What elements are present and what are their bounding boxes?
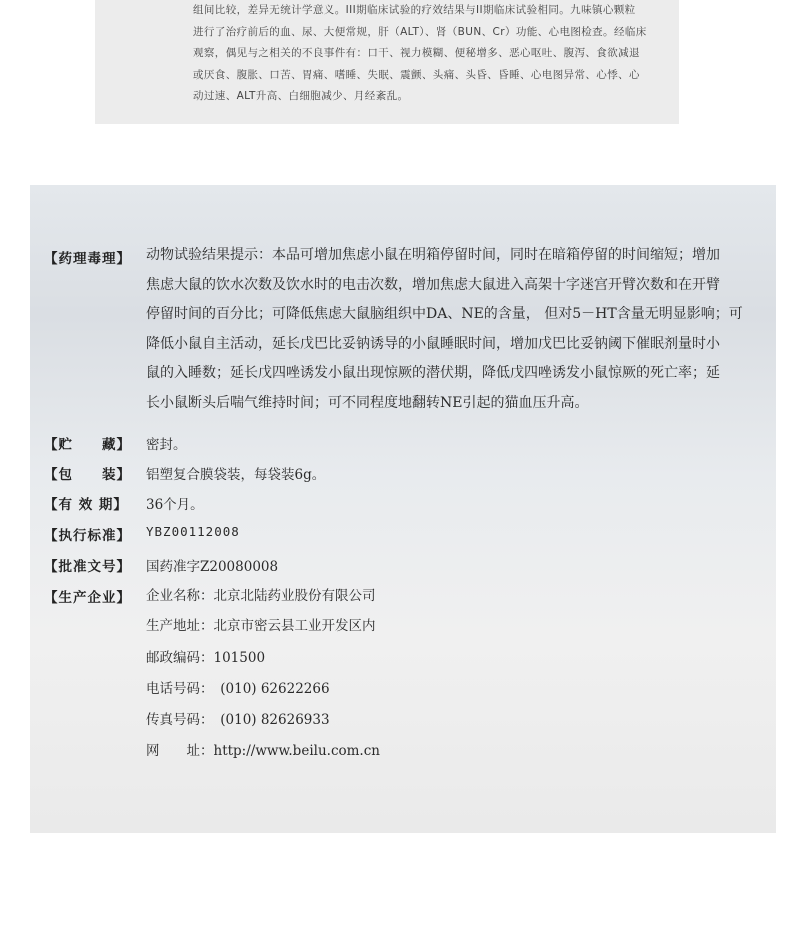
scanned-text-fragment [95, 0, 679, 124]
text-line: 组间比较，差异无统计学意义。III期临床试验的疗效结果与II期临床试验相同。九味镇心颗粒 [193, 4, 636, 16]
package-insert-scan [30, 185, 776, 833]
production-address: 生产地址：北京市密云县工业开发区内 [146, 618, 376, 634]
text-line: 停留时间的百分比；可降低焦虑大鼠脑组织中DA、NE的含量， 但对5－HT含量无明显影响；可 [146, 306, 743, 322]
postcode: 邮政编码：101500 [146, 650, 266, 666]
package-label: 【包 装】 [44, 467, 131, 483]
text-line: 动物试验结果提示：本品可增加焦虑小鼠在明箱停留时间，同时在暗箱停留的时间缩短；增加 [146, 247, 720, 263]
pharmacology-text [146, 241, 768, 418]
text-line: 观察，偶见与之相关的不良事件有：口干、视力模糊、便秘增多、恶心呕吐、腹泻、食欲减退 [193, 47, 640, 60]
text-line: 进行了治疗前后的血、尿、大便常规，肝（ALT）、肾（BUN、Cr）功能、心电图检查。经临床 [193, 25, 647, 38]
approval-value: 国药准字Z20080008 [146, 559, 279, 575]
phone-number: 电话号码： (010) 62622266 [146, 681, 330, 697]
text-line: 鼠的入睡数；延长戊四唑诱发小鼠出现惊厥的潜伏期，降低戊四唑诱发小鼠惊厥的死亡率；延 [146, 365, 720, 381]
pharmacology-label: 【药理毒理】 [44, 251, 131, 267]
standard-value: YBZ00112008 [146, 524, 240, 539]
approval-label: 【批准文号】 [44, 559, 131, 575]
standard-label: 【执行标准】 [44, 528, 131, 544]
package-value: 铝塑复合膜袋装，每袋装6g。 [146, 467, 326, 483]
manufacturer-label: 【生产企业】 [44, 590, 131, 606]
text-line: 动过速、ALT升高、白细胞减少、月经紊乱。 [193, 90, 409, 103]
validity-label: 【有 效 期】 [44, 497, 128, 513]
text-line: 或厌食、腹胀、口苦、胃痛、嗜睡、失眠、震颤、头痛、头昏、昏睡、心电图异常、心悸、心 [193, 68, 640, 81]
text-line: 降低小鼠自主活动，延长戊巴比妥钠诱导的小鼠睡眠时间，增加戊巴比妥钠阈下催眠剂量时小 [146, 335, 720, 352]
storage-label: 【贮 藏】 [44, 437, 131, 453]
website: 网 址：http://www.beilu.com.cn [146, 743, 380, 759]
text-line: 长小鼠断头后喘气维持时间；可不同程度地翻转NE引起的猫血压升高。 [146, 394, 589, 411]
fax-number: 传真号码： (010) 82626933 [146, 712, 330, 728]
validity-value: 36个月。 [146, 497, 204, 513]
storage-value: 密封。 [146, 437, 187, 453]
text-line: 焦虑大鼠的饮水次数及饮水时的电击次数，增加焦虑大鼠进入高架十字迷宫开臂次数和在开臂 [146, 276, 720, 293]
company-name: 企业名称：北京北陆药业股份有限公司 [146, 588, 376, 604]
